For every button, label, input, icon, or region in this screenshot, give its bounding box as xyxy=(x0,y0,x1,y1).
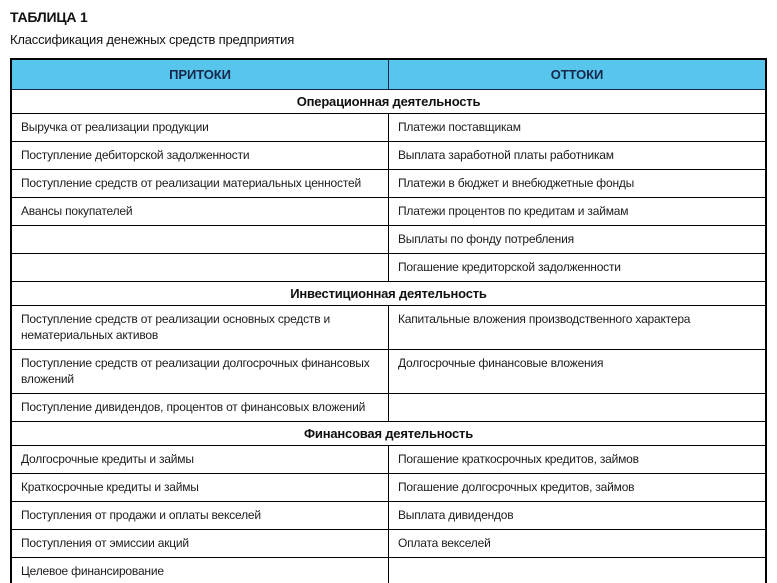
table-body xyxy=(11,90,766,583)
cashflow-table xyxy=(10,58,767,583)
table-cell xyxy=(389,558,767,583)
table-cell: Поступление дебиторской задолженности xyxy=(11,142,389,170)
table-cell: Поступление средств от реализации материальных ценностей xyxy=(11,170,389,198)
table-cell: Поступления от эмиссии акций xyxy=(11,530,389,558)
table-cell: Поступление средств от реализации долгосрочных финансовых вложений xyxy=(11,350,389,394)
table-row xyxy=(11,142,766,170)
table-cell: Платежи поставщикам xyxy=(389,114,767,142)
table-cell: Долгосрочные финансовые вложения xyxy=(389,350,767,394)
column-header-outflows: ОТТОКИ xyxy=(389,59,767,90)
table-cell: Поступления от продажи и оплаты векселей xyxy=(11,502,389,530)
header-row xyxy=(11,59,766,90)
section-title: Инвестиционная деятельность xyxy=(11,282,766,306)
table-cell: Погашение кредиторской задолженности xyxy=(389,254,767,282)
table-cell: Погашение краткосрочных кредитов, займов xyxy=(389,446,767,474)
table-cell xyxy=(11,226,389,254)
table-cell: Платежи в бюджет и внебюджетные фонды xyxy=(389,170,767,198)
table-cell: Целевое финансирование xyxy=(11,558,389,583)
table-cell: Оплата векселей xyxy=(389,530,767,558)
table-cell: Выручка от реализации продукции xyxy=(11,114,389,142)
table-cell xyxy=(389,394,767,422)
table-row xyxy=(11,226,766,254)
table-cell xyxy=(11,254,389,282)
table-row xyxy=(11,306,766,350)
table-title: ТАБЛИЦА 1 xyxy=(10,9,88,25)
table-cell: Платежи процентов по кредитам и займам xyxy=(389,198,767,226)
table-subtitle: Классификация денежных средств предприятия xyxy=(10,32,295,47)
table-row xyxy=(11,254,766,282)
section-row xyxy=(11,422,766,446)
table-cell: Поступление средств от реализации основных средств и нематериальных активов xyxy=(11,306,389,350)
table-row xyxy=(11,114,766,142)
table-cell: Краткосрочные кредиты и займы xyxy=(11,474,389,502)
section-title: Финансовая деятельность xyxy=(11,422,766,446)
table-row xyxy=(11,170,766,198)
table-cell: Авансы покупателей xyxy=(11,198,389,226)
table-header xyxy=(11,59,766,90)
table-cell: Выплата дивидендов xyxy=(389,502,767,530)
table-cell: Погашение долгосрочных кредитов, займов xyxy=(389,474,767,502)
table-cell: Капитальные вложения производственного характера xyxy=(389,306,767,350)
table-row xyxy=(11,558,766,583)
table-cell: Долгосрочные кредиты и займы xyxy=(11,446,389,474)
table-row xyxy=(11,474,766,502)
table-row xyxy=(11,446,766,474)
table-cell: Выплата заработной платы работникам xyxy=(389,142,767,170)
table-row xyxy=(11,530,766,558)
table-row xyxy=(11,394,766,422)
section-row xyxy=(11,90,766,114)
column-header-inflows: ПРИТОКИ xyxy=(11,59,389,90)
table-row xyxy=(11,350,766,394)
table-row xyxy=(11,198,766,226)
table-row xyxy=(11,502,766,530)
section-title: Операционная деятельность xyxy=(11,90,766,114)
table-cell: Выплаты по фонду потребления xyxy=(389,226,767,254)
section-row xyxy=(11,282,766,306)
table-cell: Поступление дивидендов, процентов от финансовых вложений xyxy=(11,394,389,422)
